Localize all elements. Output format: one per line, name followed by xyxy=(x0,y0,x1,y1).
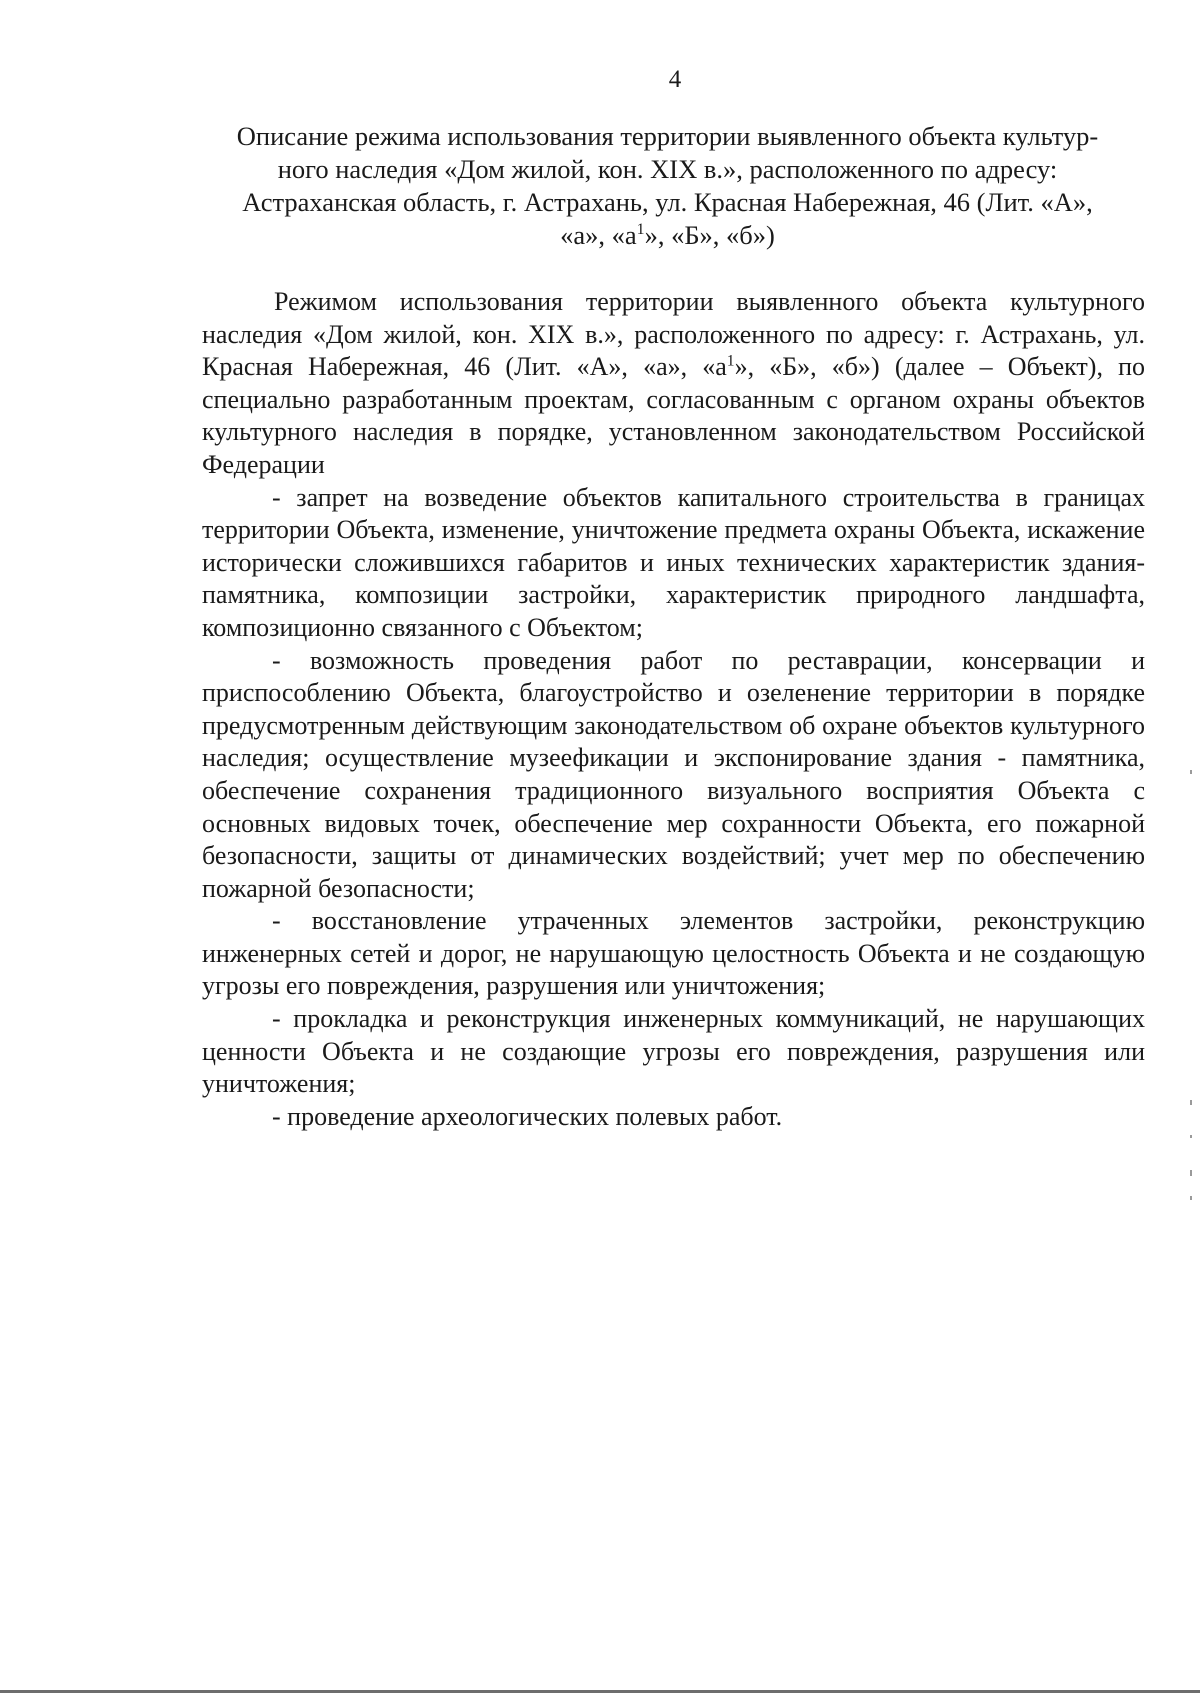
superscript: 1 xyxy=(726,352,735,370)
list-item: - восстановление утраченных элементов застройки, реконструкцию инженерных сетей и дорог, не нарушающую целостность Объекта и не создающую угрозы его повреждения, разрушения или уничтожения; xyxy=(202,906,1145,1001)
heading-line-part: », «Б», «б») xyxy=(644,220,775,250)
intro-text: Режимом использования территории выявленного объекта культурного наследия «Дом жилой, кон. XIX в.», расположенного по адресу: г. Астрахань, ул. Красная Набережная, 46 (Лит. «А», «а», «а xyxy=(202,287,1145,382)
heading-line: ного наследия «Дом жилой, кон. XIX в.», расположенного по адресу: xyxy=(277,154,1058,184)
intro-text: », «Б», «б») (далее – Объект), по специально разработанным проектам, согласованным с органом охраны объектов культурного наследия в порядке, установленном законодательством Российской Федерации xyxy=(202,352,1146,479)
superscript: 1 xyxy=(636,221,645,239)
list-item: - проведение археологических полевых работ. xyxy=(272,1101,783,1131)
scan-artifact xyxy=(1190,1196,1192,1200)
heading-line-part: «а», «а xyxy=(560,220,637,250)
scan-bottom-edge xyxy=(0,1690,1200,1693)
page-number: 4 xyxy=(668,66,682,93)
heading-line: Астраханская область, г. Астрахань, ул. Красная Набережная, 46 (Лит. «А», xyxy=(242,187,1093,217)
heading-line: Описание режима использования территории выявленного объекта культур- xyxy=(236,121,1099,151)
list-item: - запрет на возведение объектов капитального строительства в границах территории Объекта, изменение, уничтожение предмета охраны Объекта, искажение исторически сложившихся габаритов и иных технических характеристик здания-памятника, композиции застройки, характеристик природного ландшафта, композиционно связанного с Объектом; xyxy=(202,482,1145,642)
scan-artifact xyxy=(1190,1135,1192,1138)
document-body xyxy=(202,286,1145,1133)
scan-artifact xyxy=(1190,770,1192,774)
heading-line xyxy=(200,219,1135,252)
intro-paragraph xyxy=(202,286,1145,482)
scan-artifact xyxy=(1190,1170,1192,1176)
document-heading xyxy=(200,120,1135,252)
scan-artifact xyxy=(1190,1100,1192,1105)
list-item: - возможность проведения работ по реставрации, консервации и приспособлению Объекта, благоустройство и озеленение территории в порядке предусмотренным действующим законодательством об охране объектов культурного наследия; осуществление музеефикации и экспонирование здания - памятника, обеспечение сохранения традиционного визуального восприятия Объекта с основных видовых точек, обеспечение мер сохранности Объекта, его пожарной безопасности, защиты от динамических воздействий; учет мер по обеспечению пожарной безопасности; xyxy=(202,645,1145,903)
list-item: - прокладка и реконструкция инженерных коммуникаций, не нарушающих ценности Объекта и не создающие угрозы его повреждения, разрушения или уничтожения; xyxy=(202,1004,1145,1099)
